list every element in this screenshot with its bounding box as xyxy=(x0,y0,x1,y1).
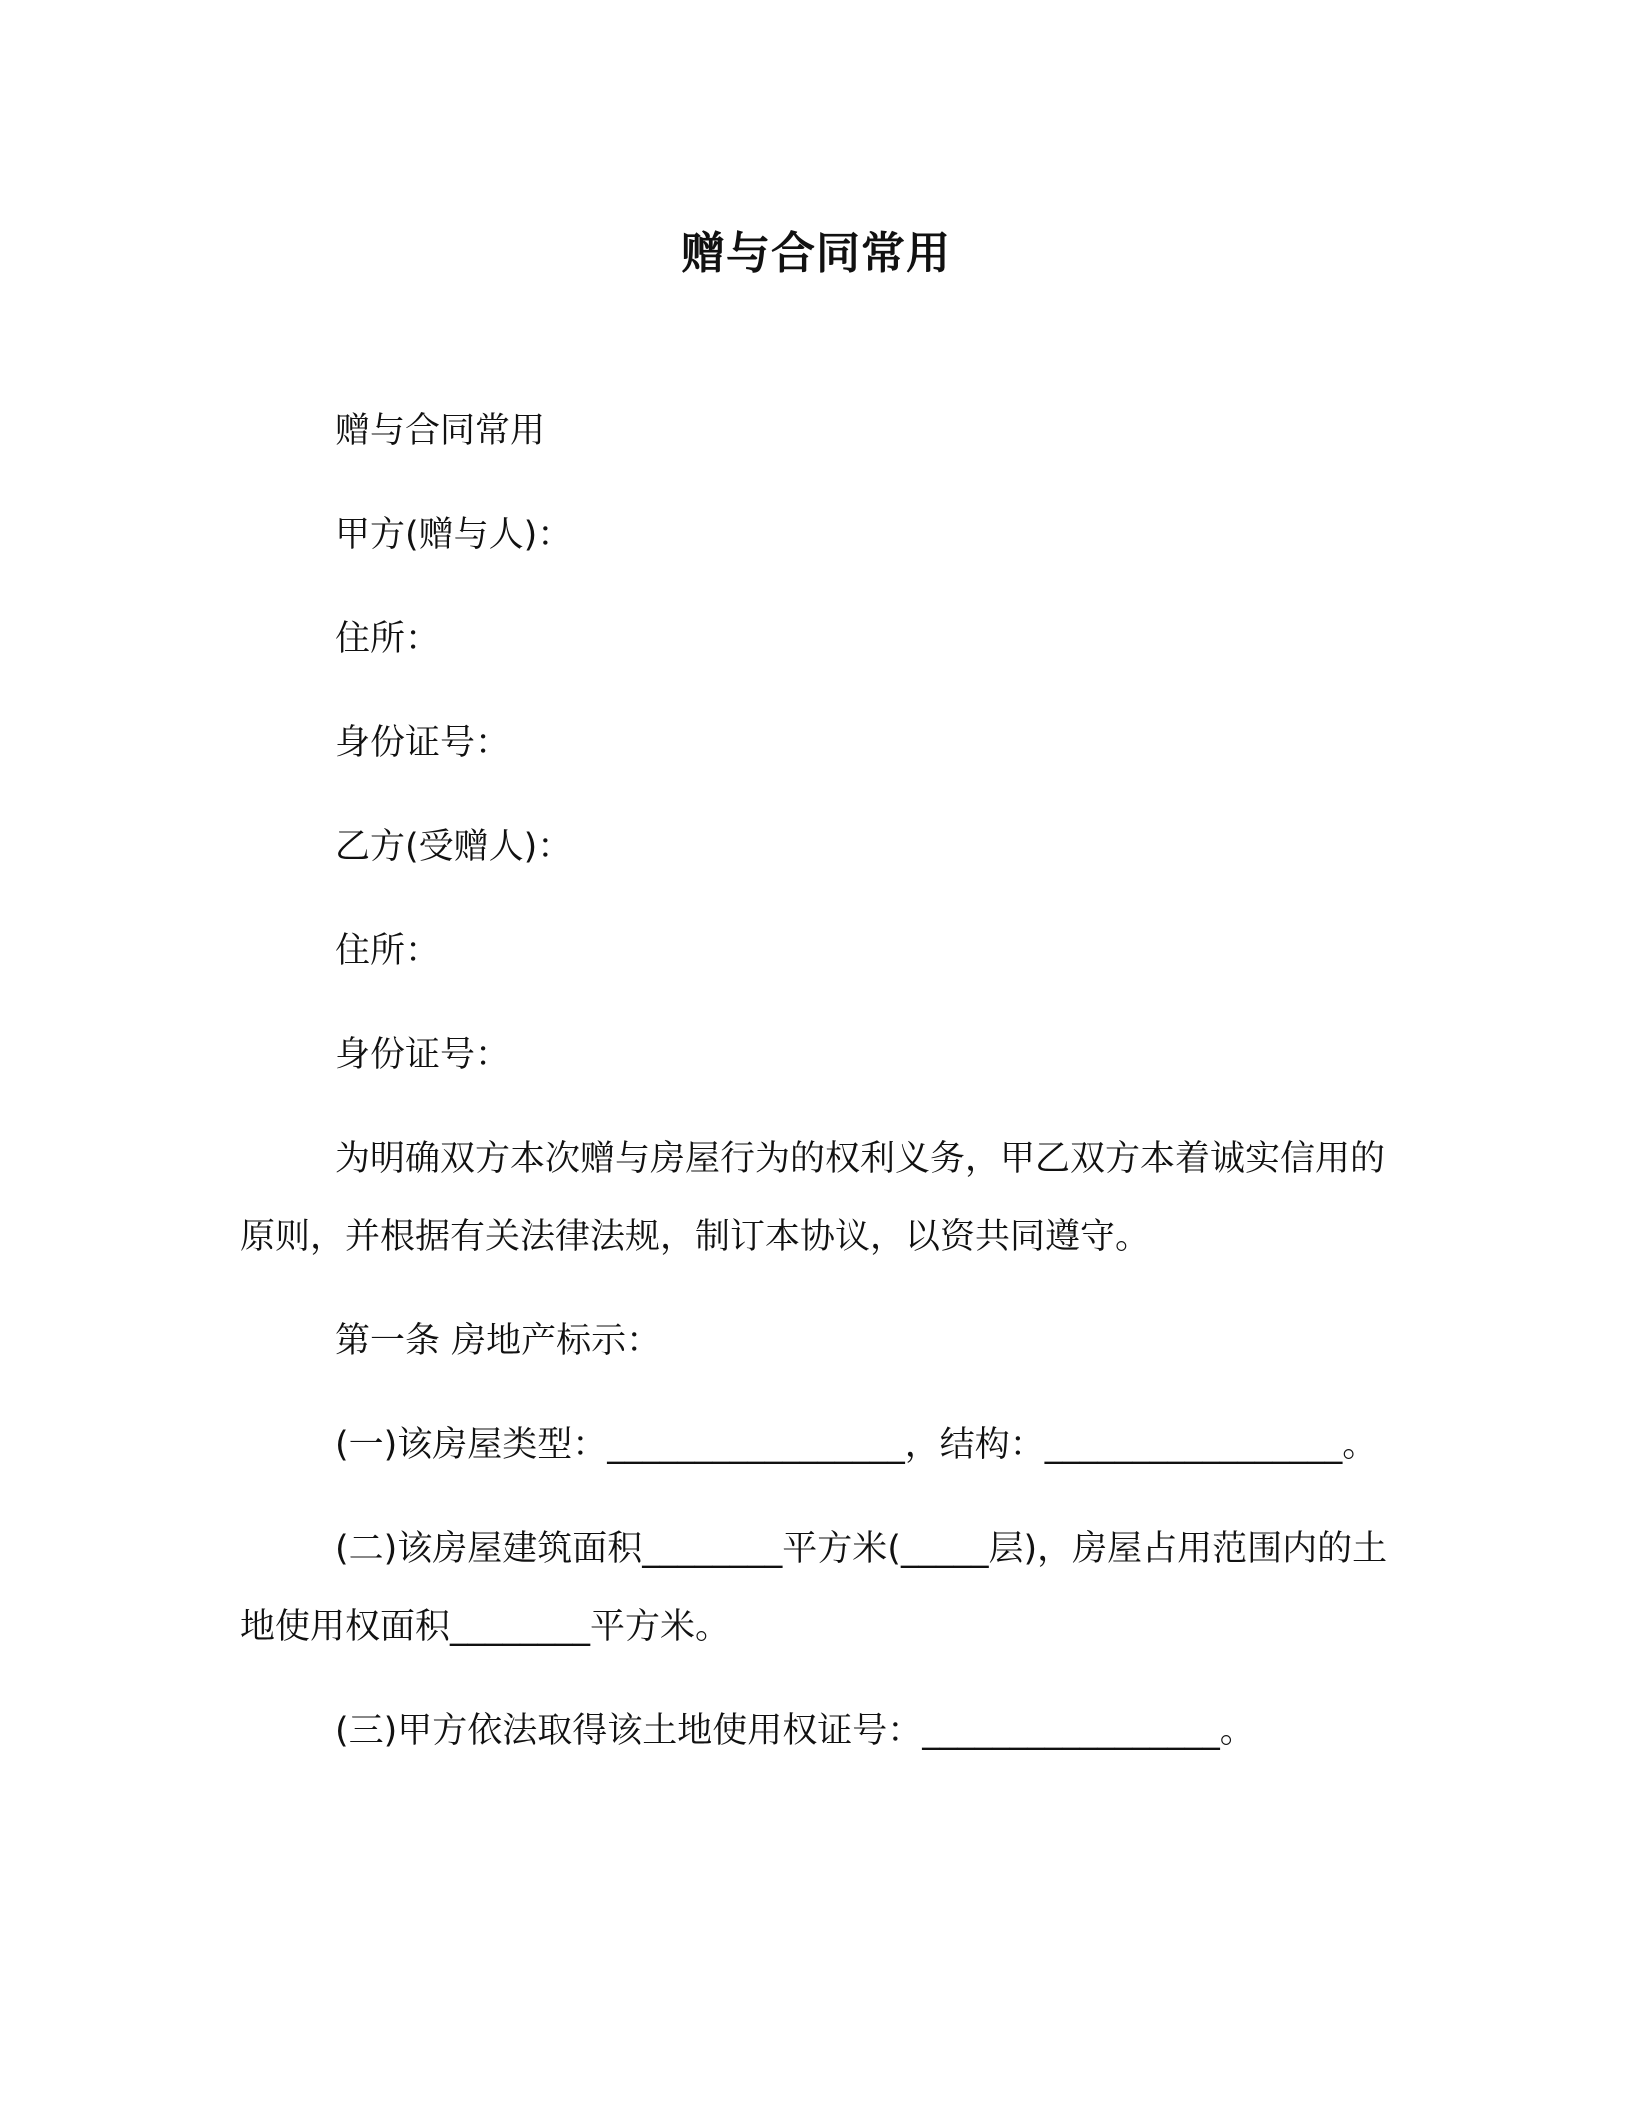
paragraph-item-one: (一)该房屋类型：_________________，结构：_________________。 xyxy=(335,1425,1378,1465)
document-title: 赠与合同常用 xyxy=(681,228,951,279)
paragraph-donee-id: 身份证号： xyxy=(335,1035,511,1075)
paragraph-donor-id: 身份证号： xyxy=(335,723,511,763)
paragraph-donee-address: 住所： xyxy=(335,931,441,971)
paragraph-item-two: (二)该房屋建筑面积________平方米(_____层)，房屋占用范围内的土地使用权面积________平方米。 xyxy=(240,1529,1388,1647)
paragraph-donor-address: 住所： xyxy=(335,619,441,659)
paragraph-donor: 甲方(赠与人)： xyxy=(335,515,573,555)
paragraph-subtitle: 赠与合同常用 xyxy=(335,411,546,451)
paragraph-item-three: (三)甲方依法取得该土地使用权证号：_________________。 xyxy=(335,1711,1255,1751)
paragraph-purpose: 为明确双方本次赠与房屋行为的权利义务，甲乙双方本着诚实信用的原则，并根据有关法律法规，制订本协议，以资共同遵守。 xyxy=(240,1139,1386,1257)
document-body xyxy=(240,392,1392,1796)
paragraph-donee: 乙方(受赠人)： xyxy=(335,827,573,867)
paragraph-article-one: 第一条 房地产标示： xyxy=(335,1321,662,1361)
